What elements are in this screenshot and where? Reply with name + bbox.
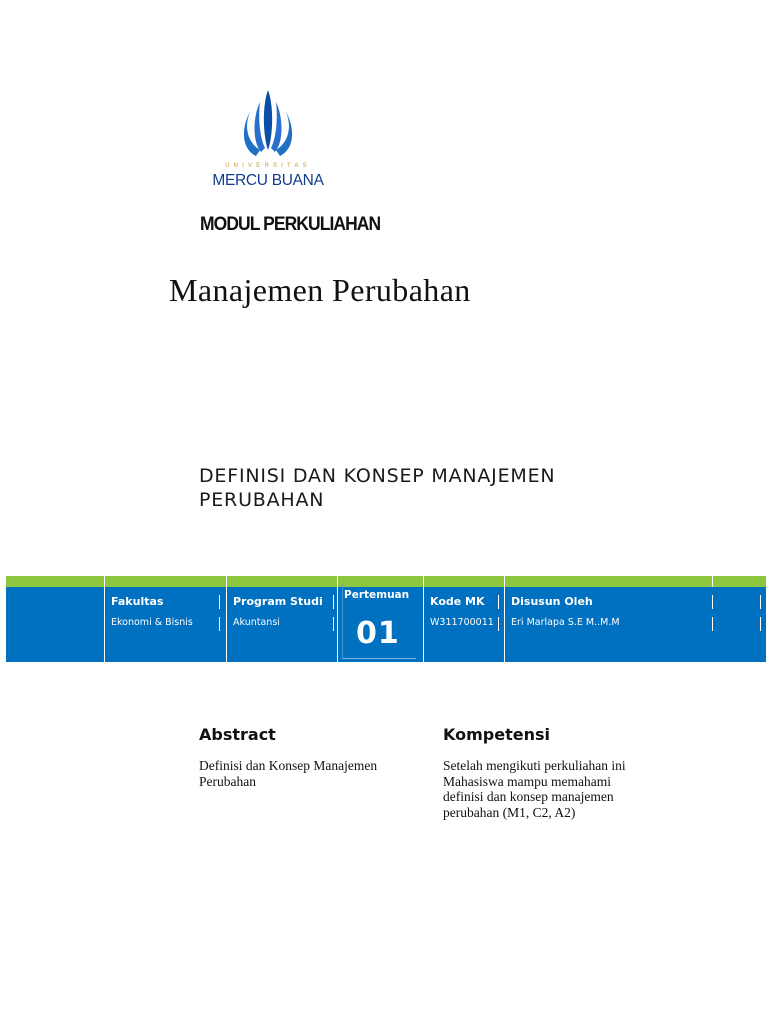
band-separator (712, 595, 713, 609)
flame-emblem-icon (200, 86, 336, 162)
course-title: Manajemen Perubahan (169, 272, 471, 308)
kompetensi-line: Setelah mengikuti perkuliahan ini (443, 758, 626, 773)
program-studi-value: Akuntansi (233, 617, 280, 628)
kompetensi-line: perubahan (M1, C2, A2) (443, 804, 576, 820)
kompetensi-heading: Kompetensi (443, 725, 550, 744)
abstract-line: Definisi dan Konsep Manajemen (199, 758, 378, 773)
band-separator (333, 617, 334, 631)
kompetensi-line: definisi dan konsep manajemen (443, 789, 614, 804)
kode-mk-value: W311700011 (430, 617, 494, 628)
topic-title: DEFINISI DAN KONSEP MANAJEMEN PERUBAHAN (199, 465, 556, 511)
logo-university-name: MERCU BUANA (212, 172, 324, 189)
band-divider (504, 576, 505, 662)
program-studi-label: Program Studi (233, 595, 323, 608)
kompetensi-text (443, 758, 683, 820)
band-separator (498, 595, 499, 609)
band-separator (219, 617, 220, 631)
band-divider (712, 576, 713, 587)
disusun-oleh-label: Disusun Oleh (511, 595, 593, 608)
disusun-oleh-value: Eri Marlapa S.E M..M.M (511, 617, 620, 628)
band-separator (498, 617, 499, 631)
abstract-line: Perubahan (199, 773, 256, 789)
band-separator (219, 595, 220, 609)
fakultas-value: Ekonomi & Bisnis (111, 617, 193, 628)
module-label: MODUL PERKULIAHAN (200, 214, 381, 235)
pertemuan-number: 01 (356, 616, 400, 651)
abstract-text (199, 758, 419, 789)
abstract-heading: Abstract (199, 725, 276, 744)
band-divider (337, 576, 338, 662)
logo-university-label: UNIVERSITAS (225, 163, 311, 169)
band-separator (333, 595, 334, 609)
university-logo (200, 86, 336, 196)
kompetensi-line: Mahasiswa mampu memahami (443, 773, 611, 789)
band-divider (226, 576, 227, 662)
band-separator (760, 617, 761, 631)
band-separator (760, 595, 761, 609)
fakultas-label: Fakultas (111, 595, 164, 608)
band-divider (104, 576, 105, 662)
pertemuan-label: Pertemuan (344, 589, 410, 601)
band-divider (423, 576, 424, 662)
kode-mk-label: Kode MK (430, 595, 485, 608)
band-separator (712, 617, 713, 631)
